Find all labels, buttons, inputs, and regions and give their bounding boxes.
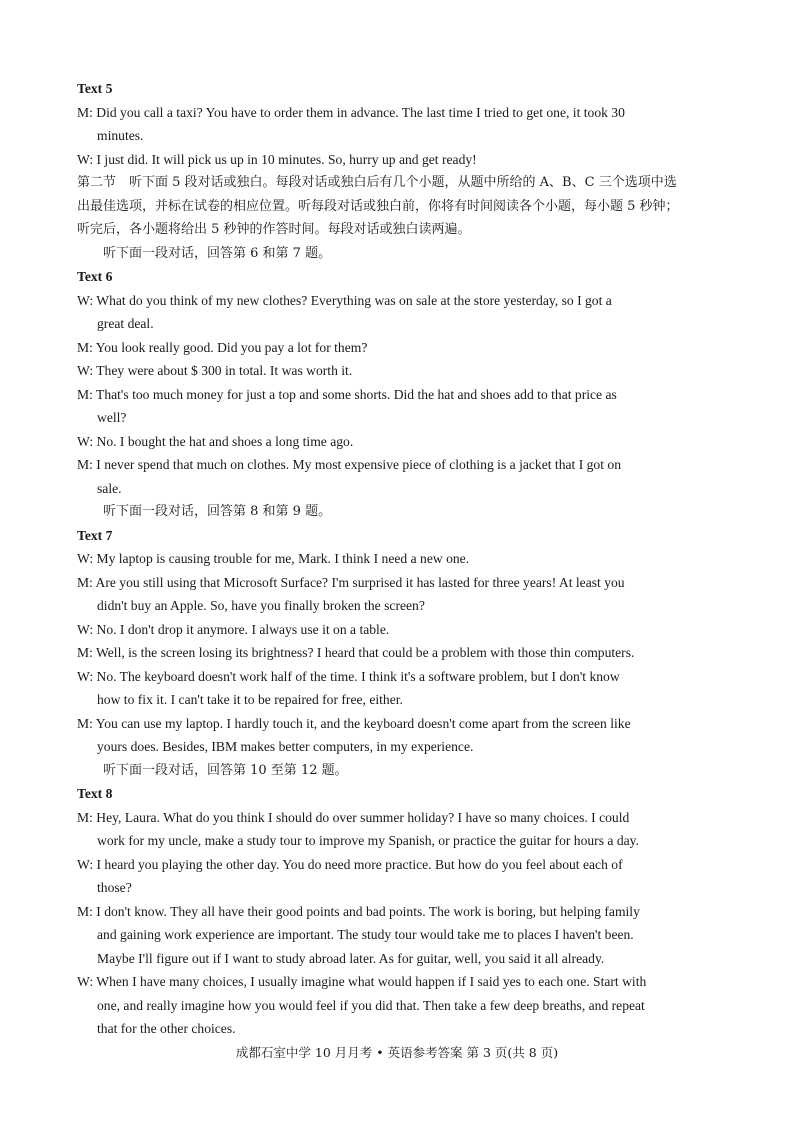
dialogue-continuation: didn't buy an Apple. So, have you finally broken the screen? xyxy=(97,598,425,613)
question-intro: 听下面一段对话，回答第 10 至第 12 题。 xyxy=(103,762,348,778)
dialogue-line: M: I never spend that much on clothes. My most expensive piece of clothing is a jacket that I got on xyxy=(77,457,621,472)
dialogue-continuation: those? xyxy=(97,880,132,895)
instruction-text: 出最佳选项，并标在试卷的相应位置。听每段对话或独白前，你将有时间阅读各个小题，每小题 5 秒钟； xyxy=(77,198,679,214)
dialogue-line: W: No. I bought the hat and shoes a long time ago. xyxy=(77,433,354,449)
section-heading: Text 6 xyxy=(77,269,113,284)
dialogue-continuation: great deal. xyxy=(97,316,154,331)
dialogue-line: M: Did you call a taxi? You have to order them in advance. The last time I tried to get one, it took 30 xyxy=(77,104,625,120)
dialogue-line: W: No. The keyboard doesn't work half of the time. I think it's a software problem, but I don't know xyxy=(77,668,620,684)
dialogue-line: W: What do you think of my new clothes? Everything was on sale at the store yesterday, so I got a xyxy=(77,292,612,308)
dialogue-continuation: that for the other choices. xyxy=(97,1021,236,1036)
dialogue-continuation: how to fix it. I can't take it to be repaired for free, either. xyxy=(97,692,403,707)
dialogue-line: M: Well, is the screen losing its brightness? I heard that could be a problem with those thin computers. xyxy=(77,645,635,660)
section-heading: Text 5 xyxy=(77,81,113,96)
dialogue-continuation: minutes. xyxy=(97,128,144,143)
dialogue-line: M: You can use my laptop. I hardly touch it, and the keyboard doesn't come apart from the screen like xyxy=(77,715,631,731)
dialogue-line: W: No. I don't drop it anymore. I always use it on a table. xyxy=(77,621,390,637)
dialogue-line: M: You look really good. Did you pay a lot for them? xyxy=(77,339,368,355)
dialogue-continuation: work for my uncle, make a study tour to improve my Spanish, or practice the guitar for hours a day. xyxy=(97,833,639,848)
page-footer: 成都石室中学 10 月月考 • 英语参考答案 第 3 页(共 8 页) xyxy=(235,1045,559,1060)
section-heading: Text 8 xyxy=(77,786,113,801)
question-intro: 听下面一段对话，回答第 8 和第 9 题。 xyxy=(103,504,332,519)
dialogue-continuation: yours does. Besides, IBM makes better computers, in my experience. xyxy=(97,739,474,754)
dialogue-line: W: They were about $ 300 in total. It was worth it. xyxy=(77,363,353,378)
instruction-text: 第二节 听下面 5 段对话或独白。每段对话或独白后有几个小题，从题中所给的 A、B、C 三个选项中选 xyxy=(77,175,677,190)
dialogue-line: W: I heard you playing the other day. You do need more practice. But how do you feel about each of xyxy=(77,856,623,872)
dialogue-continuation: one, and really imagine how you would feel if you did that. Then take a few deep breaths, and repeat xyxy=(97,997,645,1013)
question-intro: 听下面一段对话，回答第 6 和第 7 题。 xyxy=(103,245,332,261)
dialogue-continuation: and gaining work experience are important. The study tour would take me to places I haven't been. xyxy=(97,927,634,942)
instruction-text: 听完后，各小题将给出 5 秒钟的作答时间。每段对话或独白读两遍。 xyxy=(77,222,471,237)
dialogue-line: W: My laptop is causing trouble for me, Mark. I think I need a new one. xyxy=(77,551,470,566)
dialogue-line: M: Hey, Laura. What do you think I should do over summer holiday? I have so many choices. I could xyxy=(77,809,630,825)
dialogue-line: W: When I have many choices, I usually imagine what would happen if I said yes to each one. Start with xyxy=(77,974,647,989)
dialogue-line: W: I just did. It will pick us up in 10 minutes. So, hurry up and get ready! xyxy=(77,151,477,167)
section-heading: Text 7 xyxy=(77,527,113,543)
dialogue-line: M: That's too much money for just a top and some shorts. Did the hat and shoes add to that price as xyxy=(77,386,617,402)
dialogue-line: M: Are you still using that Microsoft Surface? I'm surprised it has lasted for three years! At least you xyxy=(77,574,625,590)
dialogue-continuation: Maybe I'll figure out if I want to study abroad later. As for guitar, well, you said it all already. xyxy=(97,950,605,966)
dialogue-line: M: I don't know. They all have their good points and bad points. The work is boring, but helping family xyxy=(77,903,640,919)
dialogue-continuation: sale. xyxy=(97,480,122,496)
dialogue-continuation: well? xyxy=(97,410,127,425)
